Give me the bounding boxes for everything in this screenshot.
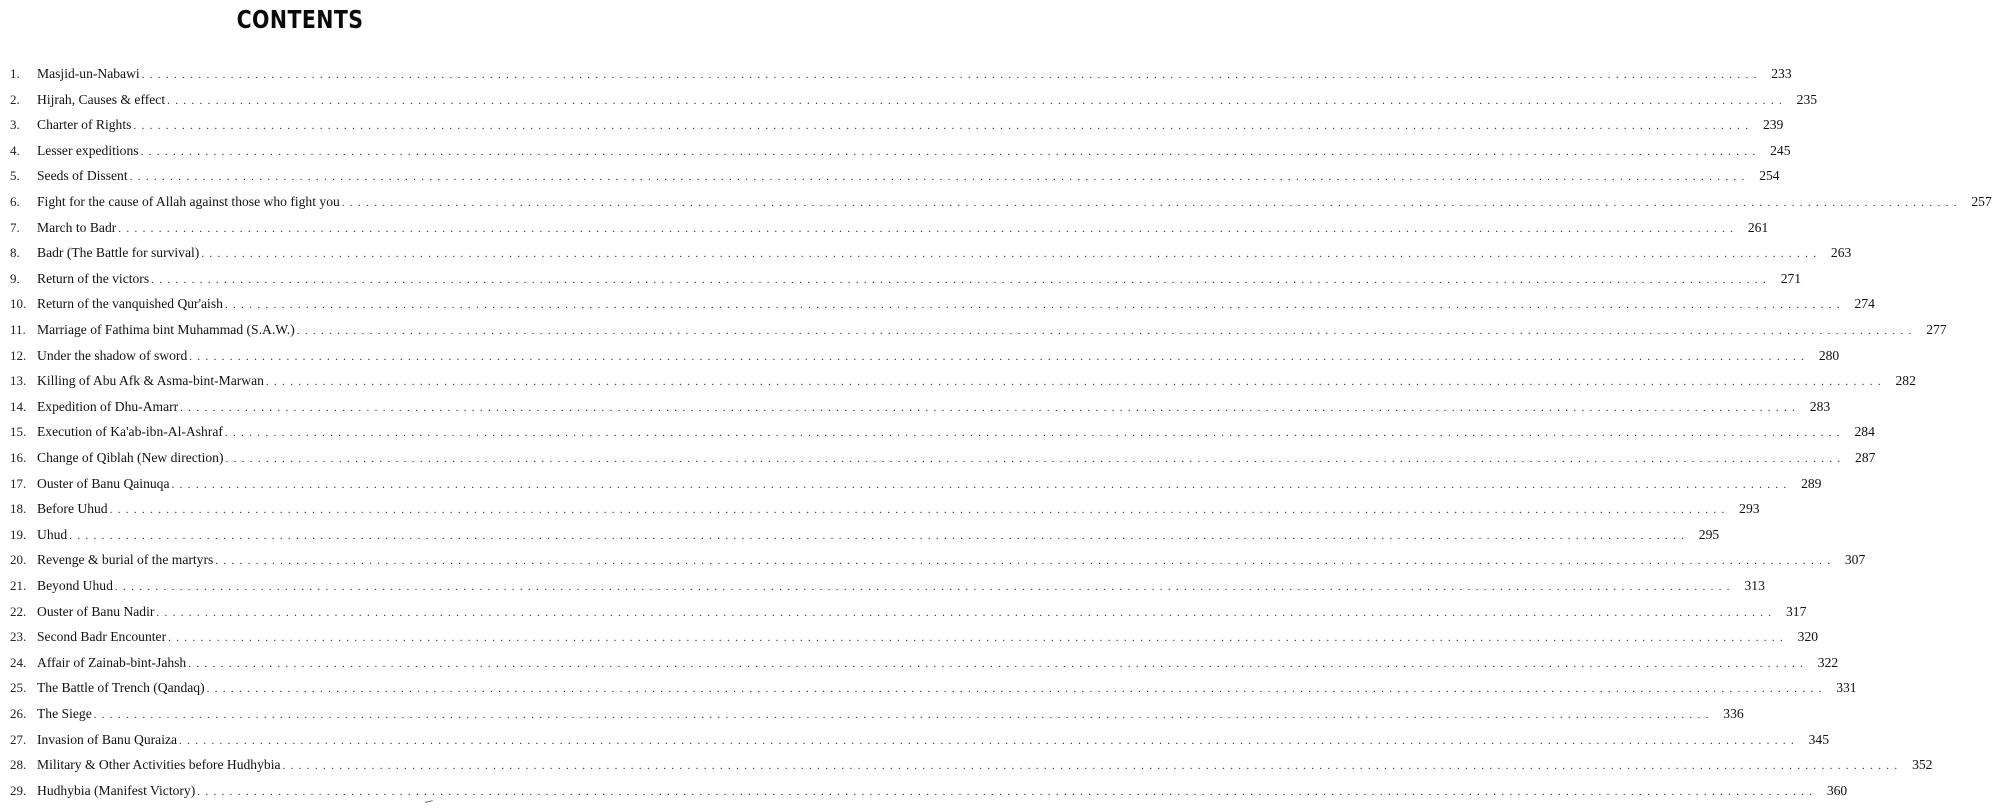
- toc-entry-number: 3.: [10, 117, 20, 133]
- toc-entry-title: Return of the vanquished Qur'aish: [37, 296, 223, 312]
- toc-dot-leader: . . . . . . . . . . . . . . . . . . . . . . . . . . . . . . . . . . . . . . . . . . . . . . . . . . . . . . . . . . . . . . . . . . . . . . . . . . . . . . . . . . . . . . . . . . . . . . . . . . . . . . . . . . . . . . . . . . . . . . . . . . . . . . . . . . . . . . . . . . . . . . . . . . . . . . . . . . . . . . . . . . . . . . . . . . . . . . . . . . . . . . . . . . . . . . . . . . . . . . . .: [341, 197, 1958, 209]
- toc-entry-title: Before Uhud: [37, 501, 108, 517]
- toc-entry-page-number: 271: [1780, 270, 1802, 286]
- toc-entry-page-number: 313: [1744, 578, 1765, 593]
- toc-dot-leader: . . . . . . . . . . . . . . . . . . . . . . . . . . . . . . . . . . . . . . . . . . . . . . . . . . . . . . . . . . . . . . . . . . . . . . . . . . . . . . . . . . . . . . . . . . . . . . . . . . . . . . . . . . . . . . . . . . . . . . . . . . . . . . . . . . . . . . . . . . . . . . . . . . . . . . . . . . . . . . . . . . . . . . . . . . . . . . . . . . . . . . . . . . . . . . . . . . . . . . . .: [140, 145, 1757, 158]
- toc-entry-title: Change of Qiblah (New direction): [37, 450, 224, 465]
- toc-entry-number: 8.: [10, 245, 20, 261]
- toc-dot-leader: . . . . . . . . . . . . . . . . . . . . . . . . . . . . . . . . . . . . . . . . . . . . . . . . . . . . . . . . . . . . . . . . . . . . . . . . . . . . . . . . . . . . . . . . . . . . . . . . . . . . . . . . . . . . . . . . . . . . . . . . . . . . . . . . . . . . . . . . . . . . . . . . . . . . . . . . . . . . . . . . . . . . . . . . . . . . . . . . . . . . . . . . . . . . . . . . . . . . . . . .: [151, 273, 1768, 286]
- toc-dot-leader: . . . . . . . . . . . . . . . . . . . . . . . . . . . . . . . . . . . . . . . . . . . . . . . . . . . . . . . . . . . . . . . . . . . . . . . . . . . . . . . . . . . . . . . . . . . . . . . . . . . . . . . . . . . . . . . . . . . . . . . . . . . . . . . . . . . . . . . . . . . . . . . . . . . . . . . . . . . . . . . . . . . . . . . . . . . . . . . . . . . . . . . . . . . . . . . . . . . . . . . .: [189, 350, 1806, 363]
- toc-dot-leader: . . . . . . . . . . . . . . . . . . . . . . . . . . . . . . . . . . . . . . . . . . . . . . . . . . . . . . . . . . . . . . . . . . . . . . . . . . . . . . . . . . . . . . . . . . . . . . . . . . . . . . . . . . . . . . . . . . . . . . . . . . . . . . . . . . . . . . . . . . . . . . . . . . . . . . . . . . . . . . . . . . . . . . . . . . . . . . . . . . . . . . . . . . . . . . . . . . . . . . . .: [265, 376, 1882, 389]
- toc-entry-title: Lesser expeditions: [37, 142, 139, 158]
- toc-entry-title: Ouster of Banu Nadir: [37, 603, 155, 619]
- toc-entry-number: 7.: [10, 219, 20, 235]
- toc-entry[interactable]: [10, 472, 1822, 492]
- toc-entry-number: 17.: [10, 475, 27, 491]
- toc-dot-leader: . . . . . . . . . . . . . . . . . . . . . . . . . . . . . . . . . . . . . . . . . . . . . . . . . . . . . . . . . . . . . . . . . . . . . . . . . . . . . . . . . . . . . . . . . . . . . . . . . . . . . . . . . . . . . . . . . . . . . . . . . . . . . . . . . . . . . . . . . . . . . . . . . . . . . . . . . . . . . . . . . . . . . . . . . . . . . . . . . . . . . . . . . . . . . . . . . . . . . . . .: [206, 683, 1823, 696]
- toc-entry-page-number: 277: [1926, 322, 1947, 337]
- toc-entry-page-number: 274: [1854, 296, 1875, 312]
- toc-entry-number: 26.: [10, 706, 27, 721]
- toc-entry-number: 1.: [10, 66, 20, 81]
- toc-entry-title: Killing of Abu Afk & Asma-bint-Marwan: [37, 373, 264, 389]
- toc-entry-number: 2.: [10, 91, 20, 107]
- toc-entry[interactable]: [10, 216, 1769, 236]
- toc-entry-number: 23.: [10, 629, 27, 645]
- toc-dot-leader: . . . . . . . . . . . . . . . . . . . . . . . . . . . . . . . . . . . . . . . . . . . . . . . . . . . . . . . . . . . . . . . . . . . . . . . . . . . . . . . . . . . . . . . . . . . . . . . . . . . . . . . . . . . . . . . . . . . . . . . . . . . . . . . . . . . . . . . . . . . . . . . . . . . . . . . . . . . . . . . . . . . . . . . . . . . . . . . . . . . . . . . . . . . . . . . . . . . . . . . .: [171, 478, 1788, 491]
- toc-entry-page-number: 360: [1826, 782, 1848, 798]
- toc-entry-page-number: 287: [1855, 450, 1876, 465]
- toc-entry[interactable]: [10, 600, 1807, 620]
- toc-entry-title: Return of the victors: [37, 270, 150, 286]
- toc-entry-page-number: 293: [1739, 501, 1760, 517]
- toc-entry-page-number: 283: [1809, 398, 1831, 414]
- toc-entry[interactable]: [10, 190, 1992, 210]
- toc-dot-leader: . . . . . . . . . . . . . . . . . . . . . . . . . . . . . . . . . . . . . . . . . . . . . . . . . . . . . . . . . . . . . . . . . . . . . . . . . . . . . . . . . . . . . . . . . . . . . . . . . . . . . . . . . . . . . . . . . . . . . . . . . . . . . . . . . . . . . . . . . . . . . . . . . . . . . . . . . . . . . . . . . . . . . . . . . . . . . . . . . . . . . . . . . . . . . . . . . . . . . . . .: [133, 120, 1750, 133]
- toc-dot-leader: . . . . . . . . . . . . . . . . . . . . . . . . . . . . . . . . . . . . . . . . . . . . . . . . . . . . . . . . . . . . . . . . . . . . . . . . . . . . . . . . . . . . . . . . . . . . . . . . . . . . . . . . . . . . . . . . . . . . . . . . . . . . . . . . . . . . . . . . . . . . . . . . . . . . . . . . . . . . . . . . . . . . . . . . . . . . . . . . . . . . . . . . . . . . . . . . . . . . . . . .: [156, 606, 1773, 619]
- toc-entry-number: 5.: [10, 168, 20, 184]
- toc-dot-leader: . . . . . . . . . . . . . . . . . . . . . . . . . . . . . . . . . . . . . . . . . . . . . . . . . . . . . . . . . . . . . . . . . . . . . . . . . . . . . . . . . . . . . . . . . . . . . . . . . . . . . . . . . . . . . . . . . . . . . . . . . . . . . . . . . . . . . . . . . . . . . . . . . . . . . . . . . . . . . . . . . . . . . . . . . . . . . . . . . . . . . . . . . . . . . . . . . . . . . . . .: [224, 427, 1841, 440]
- toc-dot-leader: . . . . . . . . . . . . . . . . . . . . . . . . . . . . . . . . . . . . . . . . . . . . . . . . . . . . . . . . . . . . . . . . . . . . . . . . . . . . . . . . . . . . . . . . . . . . . . . . . . . . . . . . . . . . . . . . . . . . . . . . . . . . . . . . . . . . . . . . . . . . . . . . . . . . . . . . . . . . . . . . . . . . . . . . . . . . . . . . . . . . . . . . . . . . . . . . . . . . . . . .: [129, 171, 1746, 184]
- toc-dot-leader: . . . . . . . . . . . . . . . . . . . . . . . . . . . . . . . . . . . . . . . . . . . . . . . . . . . . . . . . . . . . . . . . . . . . . . . . . . . . . . . . . . . . . . . . . . . . . . . . . . . . . . . . . . . . . . . . . . . . . . . . . . . . . . . . . . . . . . . . . . . . . . . . . . . . . . . . . . . . . . . . . . . . . . . . . . . . . . . . . . . . . . . . . . . . . . . . . . . . . . . .: [225, 453, 1842, 465]
- toc-entry[interactable]: [10, 88, 1818, 108]
- toc-entry-title: Revenge & burial of the martyrs: [37, 552, 214, 568]
- toc-dot-leader: . . . . . . . . . . . . . . . . . . . . . . . . . . . . . . . . . . . . . . . . . . . . . . . . . . . . . . . . . . . . . . . . . . . . . . . . . . . . . . . . . . . . . . . . . . . . . . . . . . . . . . . . . . . . . . . . . . . . . . . . . . . . . . . . . . . . . . . . . . . . . . . . . . . . . . . . . . . . . . . . . . . . . . . . . . . . . . . . . . . . . . . . . . . . . . . . . . . . . . . .: [69, 529, 1686, 542]
- toc-dot-leader: . . . . . . . . . . . . . . . . . . . . . . . . . . . . . . . . . . . . . . . . . . . . . . . . . . . . . . . . . . . . . . . . . . . . . . . . . . . . . . . . . . . . . . . . . . . . . . . . . . . . . . . . . . . . . . . . . . . . . . . . . . . . . . . . . . . . . . . . . . . . . . . . . . . . . . . . . . . . . . . . . . . . . . . . . . . . . . . . . . . . . . . . . . . . . . . . . . . . . . . .: [168, 632, 1785, 645]
- toc-entry[interactable]: [10, 318, 1947, 338]
- toc-entry[interactable]: [10, 625, 1819, 645]
- page-title: CONTENTS: [236, 5, 364, 34]
- toc-entry[interactable]: [10, 651, 1839, 671]
- toc-dot-leader: . . . . . . . . . . . . . . . . . . . . . . . . . . . . . . . . . . . . . . . . . . . . . . . . . . . . . . . . . . . . . . . . . . . . . . . . . . . . . . . . . . . . . . . . . . . . . . . . . . . . . . . . . . . . . . . . . . . . . . . . . . . . . . . . . . . . . . . . . . . . . . . . . . . . . . . . . . . . . . . . . . . . . . . . . . . . . . . . . . . . . . . . . . . . . . . . . . . . . . . .: [141, 69, 1758, 81]
- toc-entry-number: 29.: [10, 782, 27, 798]
- toc-entry-page-number: 263: [1830, 245, 1852, 261]
- toc-entry-page-number: 320: [1797, 629, 1819, 645]
- toc-dot-leader: . . . . . . . . . . . . . . . . . . . . . . . . . . . . . . . . . . . . . . . . . . . . . . . . . . . . . . . . . . . . . . . . . . . . . . . . . . . . . . . . . . . . . . . . . . . . . . . . . . . . . . . . . . . . . . . . . . . . . . . . . . . . . . . . . . . . . . . . . . . . . . . . . . . . . . . . . . . . . . . . . . . . . . . . . . . . . . . . . . . . . . . . . . . . . . . . . . . . . . . .: [224, 299, 1841, 312]
- toc-dot-leader: . . . . . . . . . . . . . . . . . . . . . . . . . . . . . . . . . . . . . . . . . . . . . . . . . . . . . . . . . . . . . . . . . . . . . . . . . . . . . . . . . . . . . . . . . . . . . . . . . . . . . . . . . . . . . . . . . . . . . . . . . . . . . . . . . . . . . . . . . . . . . . . . . . . . . . . . . . . . . . . . . . . . . . . . . . . . . . . . . . . . . . . . . . . . . . . . . . . . . . . .: [109, 504, 1726, 517]
- toc-entry-number: 6.: [10, 194, 20, 209]
- toc-entry-title: Military & Other Activities before Hudhybia: [37, 757, 281, 773]
- toc-entry[interactable]: [10, 548, 1866, 568]
- toc-dot-leader: . . . . . . . . . . . . . . . . . . . . . . . . . . . . . . . . . . . . . . . . . . . . . . . . . . . . . . . . . . . . . . . . . . . . . . . . . . . . . . . . . . . . . . . . . . . . . . . . . . . . . . . . . . . . . . . . . . . . . . . . . . . . . . . . . . . . . . . . . . . . . . . . . . . . . . . . . . . . . . . . . . . . . . . . . . . . . . . . . . . . . . . . . . . . . . . . . . . . . . . .: [282, 760, 1899, 773]
- toc-entry[interactable]: [10, 728, 1829, 748]
- toc-entry[interactable]: [10, 369, 1916, 389]
- toc-entry[interactable]: [10, 113, 1784, 133]
- toc-entry-title: Charter of Rights: [37, 117, 132, 133]
- toc-entry-page-number: 289: [1801, 475, 1822, 491]
- toc-entry-number: 10.: [10, 296, 27, 312]
- toc-entry-number: 19.: [10, 526, 27, 542]
- toc-entry-title: Under the shadow of sword: [37, 347, 188, 363]
- toc-entry-page-number: 352: [1912, 757, 1933, 773]
- toc-entry-page-number: 233: [1771, 66, 1792, 81]
- toc-entry-title: Expedition of Dhu-Amarr: [37, 398, 179, 414]
- toc-entry-title: Hudhybia (Manifest Victory): [37, 782, 196, 798]
- toc-entry[interactable]: [10, 702, 1744, 722]
- toc-entry-title: March to Badr: [37, 219, 117, 235]
- toc-entry-title: Affair of Zainab-bint-Jahsh: [37, 654, 187, 670]
- toc-entry-page-number: 261: [1747, 219, 1769, 235]
- toc-entry-page-number: 345: [1808, 731, 1829, 747]
- toc-dot-leader: . . . . . . . . . . . . . . . . . . . . . . . . . . . . . . . . . . . . . . . . . . . . . . . . . . . . . . . . . . . . . . . . . . . . . . . . . . . . . . . . . . . . . . . . . . . . . . . . . . . . . . . . . . . . . . . . . . . . . . . . . . . . . . . . . . . . . . . . . . . . . . . . . . . . . . . . . . . . . . . . . . . . . . . . . . . . . . . . . . . . . . . . . . . . . . . . . . . . . . . .: [296, 325, 1913, 337]
- toc-entry[interactable]: [10, 292, 1875, 312]
- toc-entry-page-number: 322: [1817, 654, 1839, 670]
- toc-dot-leader: . . . . . . . . . . . . . . . . . . . . . . . . . . . . . . . . . . . . . . . . . . . . . . . . . . . . . . . . . . . . . . . . . . . . . . . . . . . . . . . . . . . . . . . . . . . . . . . . . . . . . . . . . . . . . . . . . . . . . . . . . . . . . . . . . . . . . . . . . . . . . . . . . . . . . . . . . . . . . . . . . . . . . . . . . . . . . . . . . . . . . . . . . . . . . . . . . . . . . . . .: [197, 785, 1814, 798]
- toc-entry-title: The Battle of Trench (Qandaq): [37, 680, 205, 696]
- toc-entry-title: Invasion of Banu Quraiza: [37, 731, 178, 747]
- toc-entry-title: Uhud: [37, 526, 68, 542]
- toc-dot-leader: . . . . . . . . . . . . . . . . . . . . . . . . . . . . . . . . . . . . . . . . . . . . . . . . . . . . . . . . . . . . . . . . . . . . . . . . . . . . . . . . . . . . . . . . . . . . . . . . . . . . . . . . . . . . . . . . . . . . . . . . . . . . . . . . . . . . . . . . . . . . . . . . . . . . . . . . . . . . . . . . . . . . . . . . . . . . . . . . . . . . . . . . . . . . . . . . . . . . . . . .: [114, 581, 1731, 593]
- toc-entry-page-number: 307: [1844, 552, 1866, 568]
- toc-entry-page-number: 317: [1785, 603, 1807, 619]
- toc-dot-leader: . . . . . . . . . . . . . . . . . . . . . . . . . . . . . . . . . . . . . . . . . . . . . . . . . . . . . . . . . . . . . . . . . . . . . . . . . . . . . . . . . . . . . . . . . . . . . . . . . . . . . . . . . . . . . . . . . . . . . . . . . . . . . . . . . . . . . . . . . . . . . . . . . . . . . . . . . . . . . . . . . . . . . . . . . . . . . . . . . . . . . . . . . . . . . . . . . . . . . . . .: [167, 94, 1784, 107]
- toc-entry-number: 21.: [10, 578, 27, 593]
- toc-entry-page-number: 331: [1836, 680, 1857, 696]
- toc-dot-leader: . . . . . . . . . . . . . . . . . . . . . . . . . . . . . . . . . . . . . . . . . . . . . . . . . . . . . . . . . . . . . . . . . . . . . . . . . . . . . . . . . . . . . . . . . . . . . . . . . . . . . . . . . . . . . . . . . . . . . . . . . . . . . . . . . . . . . . . . . . . . . . . . . . . . . . . . . . . . . . . . . . . . . . . . . . . . . . . . . . . . . . . . . . . . . . . . . . . . . . . .: [201, 248, 1818, 261]
- toc-entry-title: Execution of Ka'ab-ibn-Al-Ashraf: [37, 424, 223, 440]
- toc-entry-page-number: 254: [1759, 168, 1780, 184]
- toc-entry[interactable]: [10, 164, 1780, 184]
- toc-dot-leader: . . . . . . . . . . . . . . . . . . . . . . . . . . . . . . . . . . . . . . . . . . . . . . . . . . . . . . . . . . . . . . . . . . . . . . . . . . . . . . . . . . . . . . . . . . . . . . . . . . . . . . . . . . . . . . . . . . . . . . . . . . . . . . . . . . . . . . . . . . . . . . . . . . . . . . . . . . . . . . . . . . . . . . . . . . . . . . . . . . . . . . . . . . . . . . . . . . . . . . . .: [118, 222, 1735, 235]
- toc-dot-leader: . . . . . . . . . . . . . . . . . . . . . . . . . . . . . . . . . . . . . . . . . . . . . . . . . . . . . . . . . . . . . . . . . . . . . . . . . . . . . . . . . . . . . . . . . . . . . . . . . . . . . . . . . . . . . . . . . . . . . . . . . . . . . . . . . . . . . . . . . . . . . . . . . . . . . . . . . . . . . . . . . . . . . . . . . . . . . . . . . . . . . . . . . . . . . . . . . . . . . . . .: [93, 709, 1710, 721]
- toc-entry-page-number: 245: [1770, 142, 1791, 158]
- toc-dot-leader: . . . . . . . . . . . . . . . . . . . . . . . . . . . . . . . . . . . . . . . . . . . . . . . . . . . . . . . . . . . . . . . . . . . . . . . . . . . . . . . . . . . . . . . . . . . . . . . . . . . . . . . . . . . . . . . . . . . . . . . . . . . . . . . . . . . . . . . . . . . . . . . . . . . . . . . . . . . . . . . . . . . . . . . . . . . . . . . . . . . . . . . . . . . . . . . . . . . . . . . .: [215, 555, 1832, 568]
- toc-dot-leader: . . . . . . . . . . . . . . . . . . . . . . . . . . . . . . . . . . . . . . . . . . . . . . . . . . . . . . . . . . . . . . . . . . . . . . . . . . . . . . . . . . . . . . . . . . . . . . . . . . . . . . . . . . . . . . . . . . . . . . . . . . . . . . . . . . . . . . . . . . . . . . . . . . . . . . . . . . . . . . . . . . . . . . . . . . . . . . . . . . . . . . . . . . . . . . . . . . . . . . . .: [188, 657, 1805, 670]
- toc-entry-page-number: 239: [1762, 117, 1784, 133]
- toc-entry-number: 18.: [10, 501, 27, 517]
- toc-entry-title: The Siege: [37, 706, 92, 721]
- toc-entry-title: Masjid-un-Nabawi: [37, 66, 140, 81]
- toc-entry[interactable]: [10, 139, 1791, 159]
- toc-entry[interactable]: [10, 676, 1857, 696]
- toc-entry-number: 11.: [10, 322, 26, 337]
- toc-entry-number: 16.: [10, 450, 27, 465]
- toc-entry-number: 14.: [10, 398, 27, 414]
- toc-entry[interactable]: [10, 241, 1852, 261]
- toc-entry-title: Beyond Uhud: [37, 578, 113, 593]
- toc-entry[interactable]: [10, 497, 1760, 517]
- toc-entry-number: 13.: [10, 373, 27, 389]
- toc-entry-page-number: 295: [1698, 526, 1720, 542]
- toc-entry[interactable]: [10, 779, 1848, 799]
- page-mark: [425, 800, 433, 805]
- toc-entry[interactable]: [10, 420, 1875, 440]
- toc-entry[interactable]: [10, 523, 1720, 543]
- toc-entry-page-number: 235: [1796, 91, 1818, 107]
- toc-dot-leader: . . . . . . . . . . . . . . . . . . . . . . . . . . . . . . . . . . . . . . . . . . . . . . . . . . . . . . . . . . . . . . . . . . . . . . . . . . . . . . . . . . . . . . . . . . . . . . . . . . . . . . . . . . . . . . . . . . . . . . . . . . . . . . . . . . . . . . . . . . . . . . . . . . . . . . . . . . . . . . . . . . . . . . . . . . . . . . . . . . . . . . . . . . . . . . . . . . . . . . . .: [180, 401, 1797, 414]
- toc-entry-title: Hijrah, Causes & effect: [37, 91, 166, 107]
- toc-entry[interactable]: [10, 267, 1802, 287]
- toc-entry-number: 12.: [10, 347, 27, 363]
- toc-entry-number: 4.: [10, 142, 20, 158]
- toc-entry-number: 27.: [10, 731, 27, 747]
- toc-entry[interactable]: [10, 344, 1840, 364]
- toc-entry[interactable]: [10, 395, 1831, 415]
- toc-entry[interactable]: [10, 753, 1933, 773]
- toc-entry-number: 9.: [10, 270, 20, 286]
- toc-entry[interactable]: [10, 446, 1876, 466]
- toc-entry-title: Second Badr Encounter: [37, 629, 167, 645]
- toc-entry-number: 15.: [10, 424, 27, 440]
- toc-entry-title: Seeds of Dissent: [37, 168, 128, 184]
- toc-entry[interactable]: [10, 62, 1792, 82]
- toc-entry-number: 25.: [10, 680, 27, 696]
- toc-entry-page-number: 280: [1818, 347, 1840, 363]
- toc-entry-title: Marriage of Fathima bint Muhammad (S.A.W.): [37, 322, 295, 337]
- toc-entry-title: Fight for the cause of Allah against those who fight you: [37, 194, 340, 209]
- toc-entry[interactable]: [10, 574, 1765, 594]
- toc-entry-page-number: 284: [1854, 424, 1875, 440]
- toc-entry-page-number: 282: [1895, 373, 1916, 389]
- toc-entry-title: Ouster of Banu Qainuqa: [37, 475, 170, 491]
- toc-entry-number: 20.: [10, 552, 27, 568]
- toc-entry-number: 28.: [10, 757, 27, 773]
- toc-entry-title: Badr (The Battle for survival): [37, 245, 200, 261]
- toc-dot-leader: . . . . . . . . . . . . . . . . . . . . . . . . . . . . . . . . . . . . . . . . . . . . . . . . . . . . . . . . . . . . . . . . . . . . . . . . . . . . . . . . . . . . . . . . . . . . . . . . . . . . . . . . . . . . . . . . . . . . . . . . . . . . . . . . . . . . . . . . . . . . . . . . . . . . . . . . . . . . . . . . . . . . . . . . . . . . . . . . . . . . . . . . . . . . . . . . . . . . . . . .: [179, 734, 1795, 747]
- toc-entry-page-number: 336: [1723, 706, 1744, 721]
- toc-entry-page-number: 257: [1971, 194, 1992, 209]
- toc-entry-number: 22.: [10, 603, 27, 619]
- toc-entry-number: 24.: [10, 654, 27, 670]
